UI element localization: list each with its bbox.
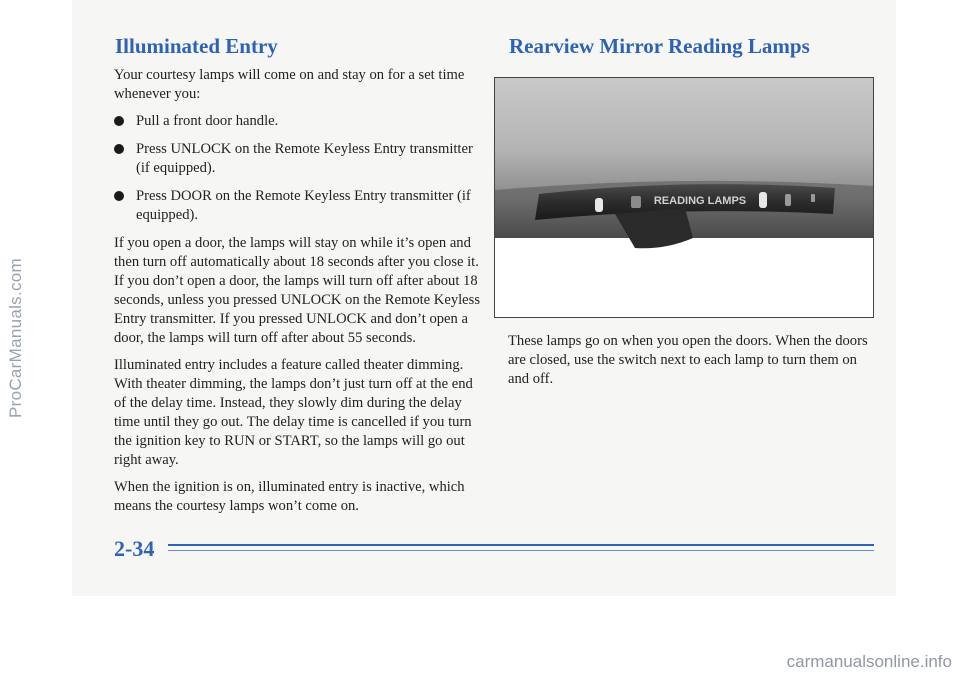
delay-paragraph: If you open a door, the lamps will stay on while it’s open and then turn off automatically about 18 seconds after you close it. If you don’t open a door, the lamps will turn off after about 18 seconds, unless you pressed UNLOCK on the Remote Keyless Entry transmitter. If you pressed UNLOCK and don’t open a door, the lamps will turn off after about 55 seconds. (114, 235, 481, 346)
indicator-icon (811, 194, 815, 202)
mirror-photo (494, 77, 874, 318)
bottom-watermark: carmanualsonline.info (786, 652, 952, 671)
left-lamp-icon (631, 196, 641, 208)
side-watermark-text: ProCarManuals.com (6, 257, 26, 419)
intro-paragraph: Your courtesy lamps will come on and stay on for a set time whenever you: (114, 67, 465, 102)
right-lamp-icon (785, 194, 791, 206)
reading-lamps-label: READING LAMPS (653, 195, 747, 207)
footer-rule (168, 544, 874, 546)
page-number: 2-34 (114, 536, 155, 561)
list-item: Press DOOR on the Remote Keyless Entry transmitter (if equipped). (114, 187, 482, 225)
list-item: Press UNLOCK on the Remote Keyless Entry transmitter (if equipped). (114, 140, 482, 178)
bullet-icon (114, 116, 124, 126)
reading-lamps-paragraph: These lamps go on when you open the doors. When the doors are closed, use the switch next to each lamp to turn them on and off. (508, 333, 868, 387)
theater-dimming-paragraph: Illuminated entry includes a feature called theater dimming. With theater dimming, the lamps don’t just turn off at the end of the delay time. Instead, they slowly dim during the delay time until they go out. The delay time is cancelled if you turn the ignition key to RUN or START, so the lamps will go out right away. (114, 357, 473, 468)
mirror-illustration (495, 78, 873, 317)
reading-lamps-heading: Rearview Mirror Reading Lamps (509, 34, 810, 58)
bullet-icon (114, 144, 124, 154)
list-item: Pull a front door handle. (114, 112, 482, 131)
ignition-paragraph: When the ignition is on, illuminated entry is inactive, which means the courtesy lamps won’t come on. (114, 479, 465, 514)
illuminated-entry-section (114, 66, 482, 524)
photo-background (495, 238, 873, 317)
reading-lamps-section (508, 332, 874, 397)
side-watermark (6, 0, 26, 676)
trigger-list (114, 112, 482, 225)
lamp-switch-icon (595, 198, 603, 212)
lamp-switch-icon (759, 192, 767, 208)
illuminated-entry-heading: Illuminated Entry (115, 34, 278, 58)
footer-rule-thin (168, 550, 874, 551)
bullet-icon (114, 191, 124, 201)
